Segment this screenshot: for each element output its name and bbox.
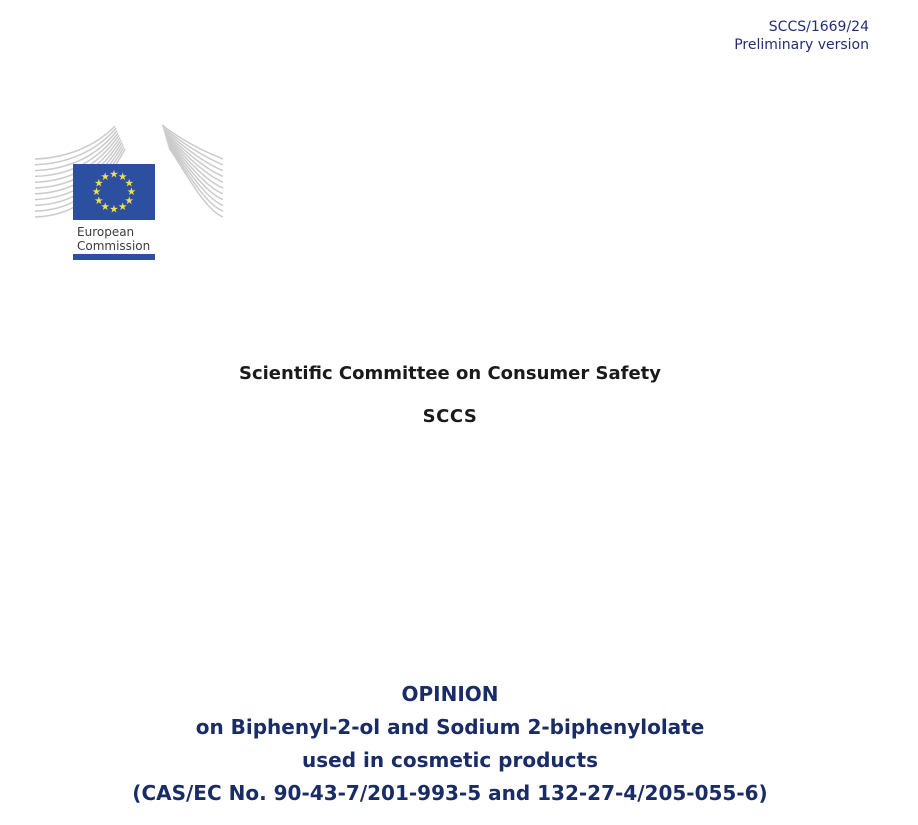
svg-text:★: ★ — [109, 168, 119, 181]
opinion-cas-numbers: (CAS/EC No. 90-43-7/201-993-5 and 132-27-4/205-055-6) — [132, 781, 768, 805]
svg-text:★: ★ — [126, 186, 137, 198]
svg-text:★: ★ — [100, 170, 110, 183]
logo-underline-bar — [73, 254, 155, 260]
svg-text:European: European — [77, 225, 135, 239]
ribbon-lines-right-icon — [162, 125, 223, 217]
committee-acronym: SCCS — [422, 406, 478, 427]
svg-text:★: ★ — [118, 170, 128, 183]
svg-text:★: ★ — [118, 201, 128, 214]
svg-text:★: ★ — [94, 194, 104, 207]
opinion-subject: on Biphenyl-2-ol and Sodium 2-biphenylolate — [195, 715, 705, 739]
committee-title: Scientific Committee on Consumer Safety — [239, 363, 661, 384]
european-commission-logo — [35, 123, 225, 263]
logo-institution-name — [77, 225, 150, 253]
ec-logo-graphic — [35, 123, 225, 263]
svg-text:★: ★ — [124, 177, 134, 190]
document-reference: SCCS/1669/24 — [768, 19, 869, 35]
document-version-note: Preliminary version — [734, 37, 869, 53]
svg-text:★: ★ — [124, 194, 134, 207]
svg-text:Commission: Commission — [77, 239, 151, 253]
svg-text:★: ★ — [100, 201, 110, 214]
svg-text:★: ★ — [109, 203, 119, 216]
document-reference-block — [734, 18, 869, 54]
opinion-scope: used in cosmetic products — [302, 748, 598, 772]
svg-text:★: ★ — [91, 186, 102, 198]
svg-text:★: ★ — [94, 177, 104, 190]
opinion-heading: OPINION — [401, 682, 499, 706]
opinion-title-block — [0, 678, 900, 810]
